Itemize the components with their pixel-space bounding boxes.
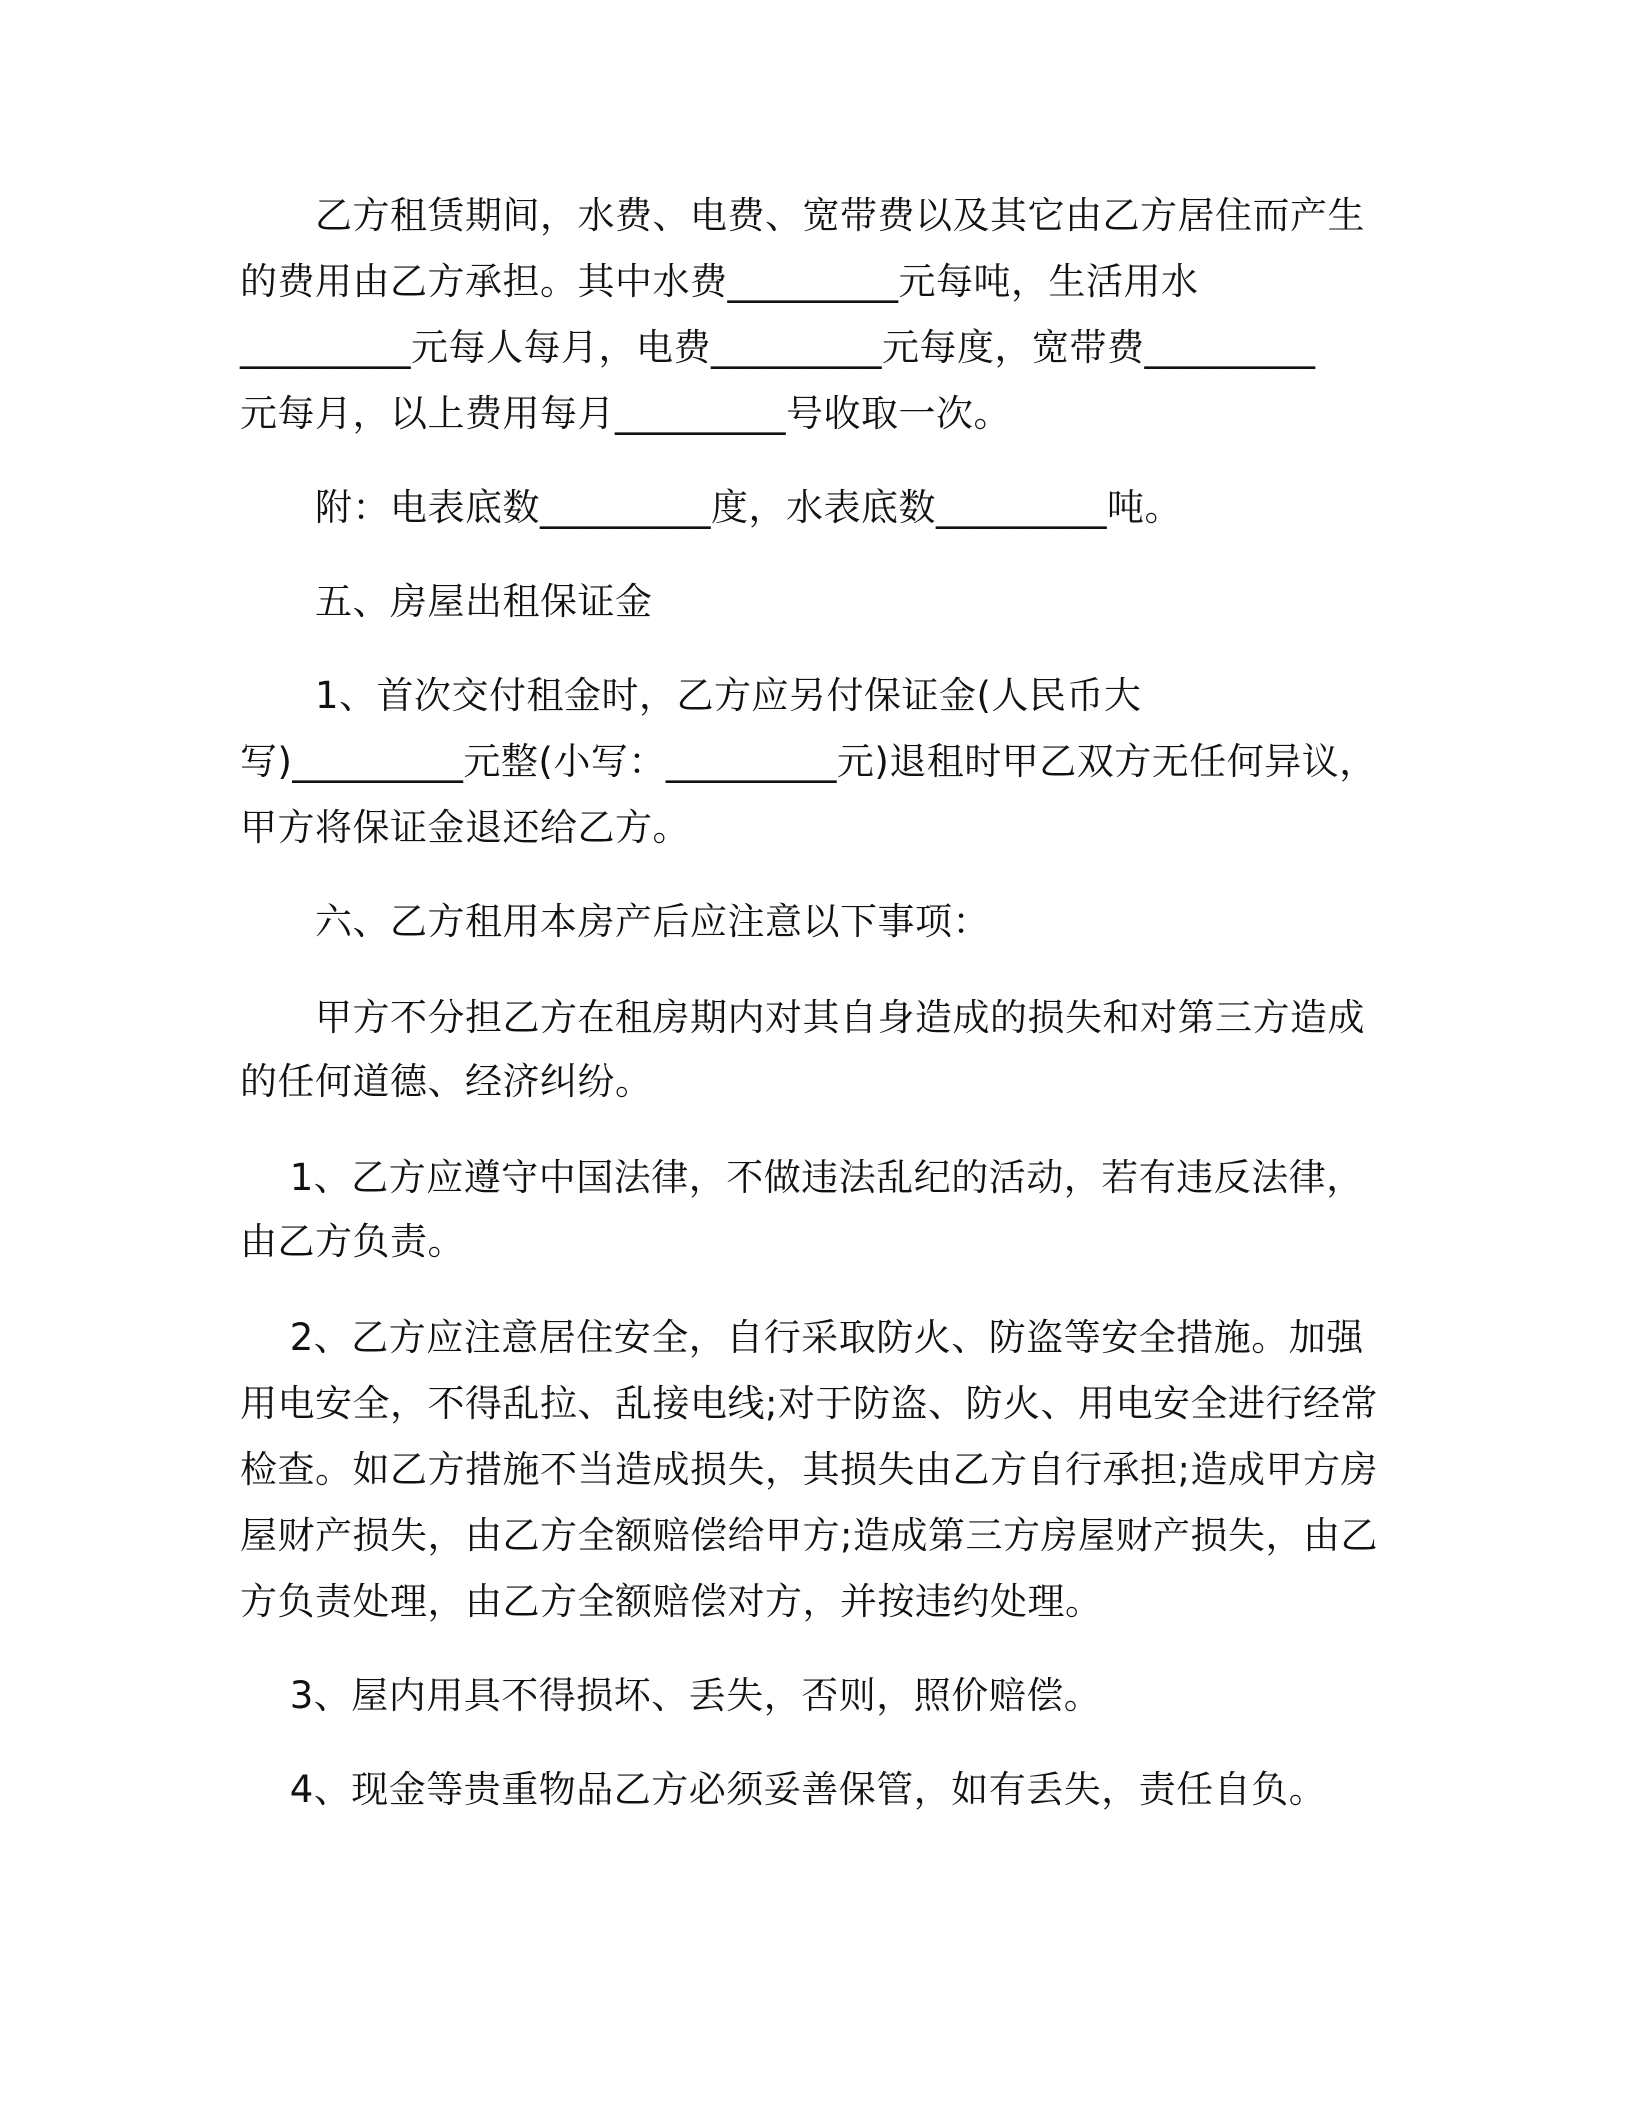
- utilities-line-2: 的费用由乙方承担。其中水费_________元每吨，生活用水: [240, 260, 1199, 303]
- item-4-line: 4、现金等贵重物品乙方必须妥善保管，如有丢失，责任自负。: [240, 1768, 1327, 1811]
- deposit-clause-line-1: 1、首次交付租金时，乙方应另付保证金(人民币大: [240, 674, 1142, 717]
- item-2-line-4: 屋财产损失，由乙方全额赔偿给甲方;造成第三方房屋财产损失，由乙: [240, 1514, 1378, 1557]
- item-3-line: 3、屋内用具不得损坏、丢失，否则，照价赔偿。: [240, 1674, 1102, 1717]
- item-2-line-3: 检查。如乙方措施不当造成损失，其损失由乙方自行承担;造成甲方房: [240, 1448, 1378, 1491]
- item-2-line-5: 方负责处理，由乙方全额赔偿对方，并按违约处理。: [240, 1580, 1103, 1623]
- meter-readings-line: 附：电表底数_________度，水表底数_________吨。: [240, 486, 1182, 529]
- deposit-clause-line-2: 写)_________元整(小写：_________元)退租时甲乙双方无任何异议，: [240, 740, 1377, 783]
- liability-disclaimer-line-2: 的任何道德、经济纠纷。: [240, 1060, 653, 1103]
- item-2-line-2: 用电安全，不得乱拉、乱接电线;对于防盗、防火、用电安全进行经常: [240, 1382, 1378, 1425]
- utilities-line-1: 乙方租赁期间，水费、电费、宽带费以及其它由乙方居住而产生: [240, 194, 1365, 237]
- liability-disclaimer-line-1: 甲方不分担乙方在租房期内对其自身造成的损失和对第三方造成: [240, 996, 1365, 1039]
- item-2-line-1: 2、乙方应注意居住安全，自行采取防火、防盗等安全措施。加强: [240, 1316, 1364, 1359]
- utilities-line-4: 元每月，以上费用每月_________号收取一次。: [240, 392, 1011, 435]
- item-1-line-2: 由乙方负责。: [240, 1220, 465, 1263]
- section-6-heading: 六、乙方租用本房产后应注意以下事项：: [240, 900, 990, 943]
- utilities-line-3: _________元每人每月，电费_________元每度，宽带费_________: [240, 326, 1316, 369]
- item-1-line-1: 1、乙方应遵守中国法律，不做违法乱纪的活动，若有违反法律，: [240, 1156, 1364, 1199]
- section-5-heading: 五、房屋出租保证金: [240, 580, 653, 623]
- deposit-clause-line-3: 甲方将保证金退还给乙方。: [240, 806, 690, 849]
